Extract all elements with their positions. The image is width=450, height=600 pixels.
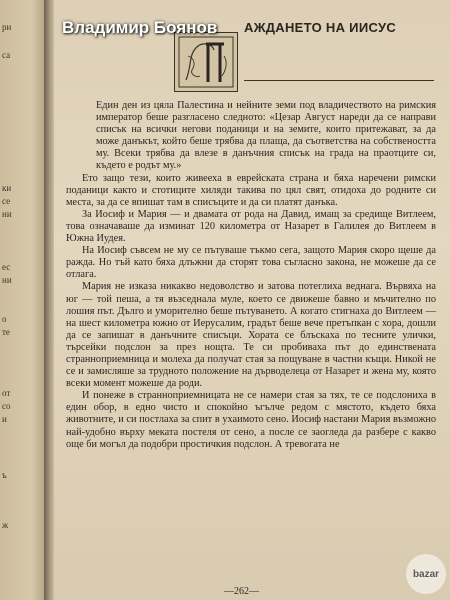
left-page-fragment: о	[2, 314, 7, 324]
chapter-title: АЖДАНЕТО НА ИИСУС	[244, 20, 397, 35]
ornament-initial-icon	[178, 36, 234, 88]
paragraph: Мария не изказа никакво недоволство и затова потеглиха веднага. Вървяха на юг — той пеша, а тя възседнала муле, което се движеше бавно и мъчително по лошия път. Дълго и уморително беше пътуването. А когато стигнаха до Витлеем — на шест километра южно от Иерусалим, градът беше вече претъпкан с хора, дошли да се запишат в данъчните списъци. Хората се блъскаха по тесните улички, търсейки подслон за през нощта. Те си пробиваха път до единствената странноприемница и молеха да получат стая за пощуване в частни къщи. Никой не се и замисляше за трудното положение на дърводелеца от Назарет и жена му, която всеки момент можеше да роди.	[66, 281, 436, 390]
left-page-fragment: ни	[2, 275, 12, 285]
left-page-fragment: те	[2, 327, 10, 337]
paragraph: За Иосиф и Мария — и двамата от рода на Давид, имащ за средище Витлеем, това означаваше да изминат 120 километра от Назарет в Галилея до Витлеем в Южна Иудея.	[66, 208, 436, 245]
body-text	[66, 100, 436, 451]
left-page-fragment: ъ	[2, 470, 7, 480]
left-page-fragment: от	[2, 388, 11, 398]
left-page-fragment: ни	[2, 209, 12, 219]
decorative-initial	[174, 32, 238, 92]
left-page-fragment: ри	[2, 22, 12, 32]
book-gutter	[44, 0, 54, 600]
page-number: —262—	[224, 586, 259, 597]
title-underline	[244, 80, 434, 81]
paragraph: На Иосиф съвсем не му се пътуваше тъкмо сега, защото Мария скоро щеше да ражда. Но тъй като бяха длъжни да сторят това съгласно закона, не можеше да се отлага.	[66, 245, 436, 281]
paragraph: Ето защо тези, които живееха в еврейската страна и бяха наречени римски поданици както и стотиците хиляди такива по цял свят, отидоха до родните си места, за да се впишат там в списъците и да си платят данъка.	[66, 172, 436, 208]
left-page-fragment: ки	[2, 183, 12, 193]
left-page-fragment: со	[2, 401, 11, 411]
book-page	[54, 0, 450, 600]
left-page-fragment: и	[2, 414, 7, 424]
watermark-logo	[406, 554, 446, 594]
left-page-fragment: ес	[2, 262, 11, 272]
left-page-fragment: се	[2, 196, 11, 206]
left-page-fragment: ж	[2, 520, 9, 530]
watermark-text: bazar	[412, 568, 440, 580]
paragraph: Един ден из цяла Палестина и нейните земи под владичеството на римския император беше разгласено следното: «Цезар Август нареди да се направи списък на всички негови поданици и на земите, които притежават, за да може данъкът, който беше трябва да плаща, да съответства на собствеността му. Всеки трябва да влезе в данъчния списък на града на прaотците си, където е родът му.»	[96, 100, 436, 172]
left-page-fragment: са	[2, 50, 11, 60]
seller-name-overlay: Владимир Боянов	[62, 18, 218, 37]
left-page-edge	[0, 0, 44, 600]
paragraph: И понеже в странноприемницата не се намери стая за тях, те се подслониха в един обор, в едно чисто и спокойно ъгълче редом с мястото, където бяха животните, и си постлаха за спит в ухаимото сено. Иосиф настани Мария възможно най-удобно върху меката постеля от сено, а после се заогледа да разбере с какво още би могъл да подобри простичкия подслон. А тревогата не	[66, 390, 436, 450]
